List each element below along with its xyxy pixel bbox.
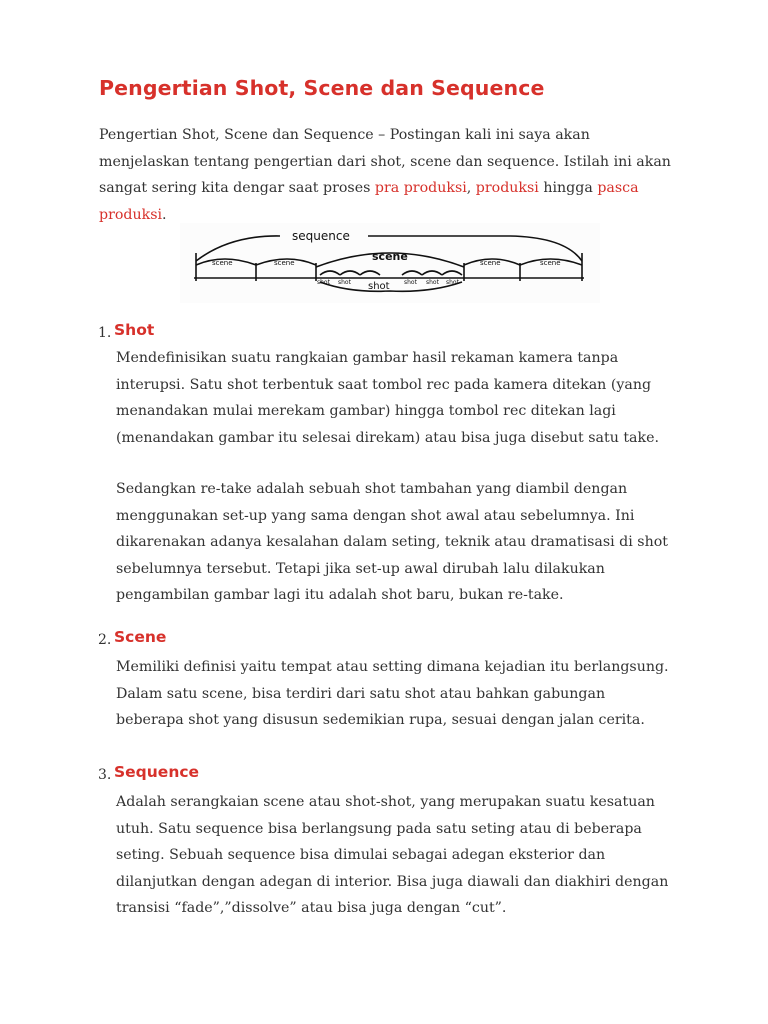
shot-arc-5 <box>422 271 442 275</box>
link-produksi[interactable]: produksi <box>475 180 539 196</box>
label-sequence: sequence <box>292 229 350 243</box>
section-heading-scene: Scene <box>114 628 167 646</box>
section-number-shot: 1. <box>98 325 112 341</box>
shot-arc-1 <box>320 271 340 275</box>
shot-arc-2 <box>340 271 360 275</box>
intro-paragraph <box>99 122 679 228</box>
label-scene-small-4: scene <box>540 259 561 267</box>
link-pra-produksi[interactable]: pra produksi <box>374 180 467 196</box>
intro-separator: , <box>466 180 476 196</box>
label-scene: scene <box>372 250 408 263</box>
label-scene-small-3: scene <box>480 259 501 267</box>
shot-paragraph-2: Sedangkan re-take adalah sebuah shot tambahan yang diambil dengan menggunakan set-up yang sama dengan shot awal atau sebelumnya. Ini dikarenakan adanya kesalahan dalam seting, teknik atau dramatisasi di shot sebelumnya tersebut. Tetapi jika set-up awal dirubah lalu dilakukan pengambilan gambar lagi itu adalah shot baru, bukan re-take. <box>116 481 668 603</box>
shot-arc-3 <box>360 271 380 275</box>
sequence-arc-left <box>196 236 280 261</box>
intro-text-end: . <box>162 206 167 223</box>
sequence-paragraph-1: Adalah serangkaian scene atau shot-shot, yang merupakan suatu kesatuan utuh. Satu sequence bisa berlangsung pada satu seting atau di beberapa seting. Sebuah sequence bisa dimulai sebagai adegan eksterior dan dilanjutkan dengan adegan di interior. Bisa juga diawali dan diakhiri dengan transisi “fade”,”dissolve” atau bisa juga dengan “cut”. <box>116 794 669 916</box>
shot-paragraph-1: Mendefinisikan suatu rangkaian gambar hasil rekaman kamera tanpa interupsi. Satu shot terbentuk saat tombol rec pada kamera ditekan (yang menandakan mulai merekam gambar) hingga tombol rec ditekan lagi (menandakan gambar itu selesai direkam) atau bisa juga disebut satu take. <box>116 350 660 446</box>
label-shot-small-2: shot <box>338 279 351 286</box>
section-heading-sequence: Sequence <box>114 763 200 781</box>
page-title: Pengertian Shot, Scene dan Sequence <box>99 76 545 100</box>
shot-arc-6 <box>442 271 462 275</box>
intro-text: Pengertian Shot, Scene dan Sequence – Postingan kali ini saya akan menjelaskan tentang pengertian dari shot, scene dan sequence. Istilah ini akan sangat sering kita dengar saat proses <box>99 127 671 196</box>
label-shot-small-1: shot <box>317 279 330 286</box>
intro-text-mid: hingga <box>538 180 598 196</box>
link-pasca-produksi[interactable]: pasca produksi <box>99 180 639 223</box>
label-shot-small-5: shot <box>446 279 459 286</box>
label-shot-small-3: shot <box>404 279 417 286</box>
scene-paragraph-1: Memiliki definisi yaitu tempat atau setting dimana kejadian itu berlangsung. Dalam satu scene, bisa terdiri dari satu shot atau bahkan gabungan beberapa shot yang disusun sedemikian rupa, sesuai dengan jalan cerita. <box>116 659 669 728</box>
section-heading-shot: Shot <box>114 321 155 339</box>
label-shot-small-4: shot <box>426 279 439 286</box>
label-scene-small-1: scene <box>212 259 233 267</box>
section-number-scene: 2. <box>98 632 112 648</box>
diagram-svg <box>180 223 600 303</box>
shot-scene-sequence-diagram <box>180 223 600 303</box>
shot-arc-4 <box>402 271 422 275</box>
label-shot: shot <box>368 281 390 292</box>
section-number-sequence: 3. <box>98 767 112 783</box>
label-scene-small-2: scene <box>274 259 295 267</box>
